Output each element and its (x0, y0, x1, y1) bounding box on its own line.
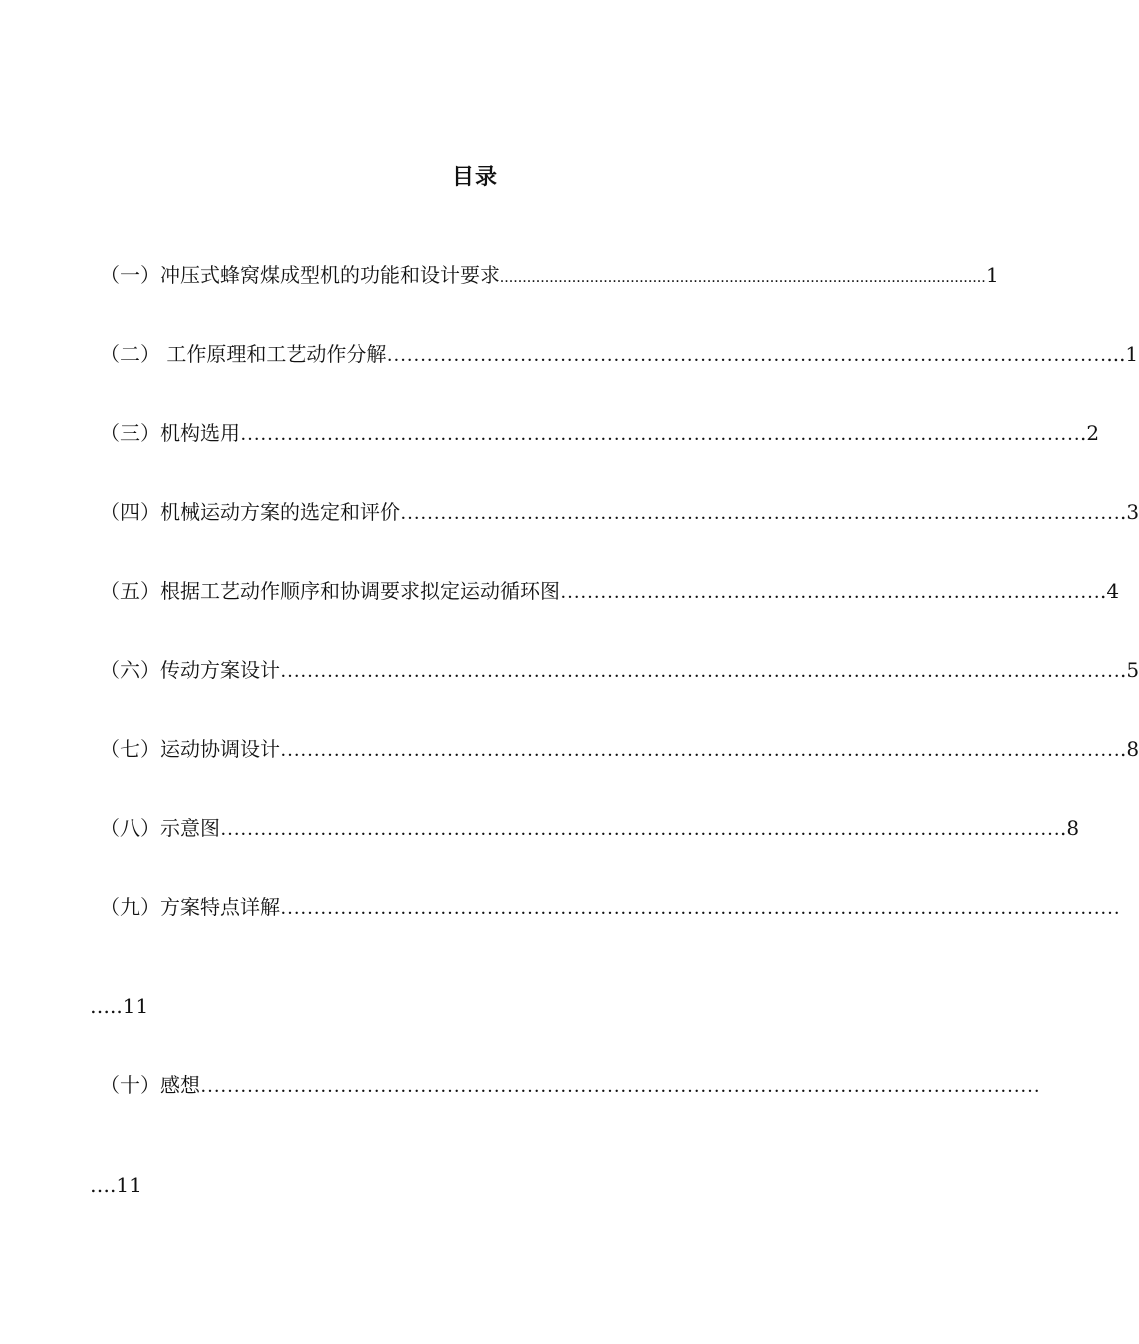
toc-dot-leader: ……………………………………………………………………………………………………………… (280, 660, 1120, 682)
toc-page-number: .5 (1120, 658, 1139, 682)
toc-page-number: ...1 (1106, 342, 1139, 366)
toc-dot-leader: ……………………………………………………………………………………………………………… (220, 818, 1060, 840)
toc-entry-label: （三）机构选用 (100, 421, 240, 445)
toc-entry-3[interactable] (100, 418, 1100, 449)
toc-page-number: .8 (1120, 737, 1139, 761)
toc-entry-5[interactable] (100, 576, 1120, 607)
toc-entry-label: （七）运动协调设计 (100, 737, 280, 761)
toc-entry-label: （九）方案特点详解 (100, 895, 280, 919)
toc-entry-label: （六）传动方案设计 (100, 658, 280, 682)
toc-entry-label: （八）示意图 (100, 816, 220, 840)
toc-title: 目录 (451, 165, 498, 190)
toc-dot-leader: ............................................................................................................ (500, 269, 986, 286)
toc-entry-label: （二） 工作原理和工艺动作分解 (100, 342, 387, 366)
toc-entry-10-continuation[interactable]: ….11 (90, 1173, 142, 1197)
toc-entry-9-continuation[interactable]: …..11 (90, 994, 149, 1018)
toc-entry-7[interactable] (100, 734, 1139, 765)
toc-entry-1[interactable] (100, 260, 999, 293)
toc-entry-label: （一）冲压式蜂窝煤成型机的功能和设计要求 (100, 263, 500, 287)
toc-dot-leader: ……………………………………………………………………………………………………………… (200, 1075, 1040, 1097)
toc-entry-label: （四）机械运动方案的选定和评价 (100, 500, 400, 524)
toc-page-number: .3 (1120, 500, 1139, 524)
toc-dot-leader: ……………………………………………………………………………………………………………… (280, 897, 1120, 919)
toc-entry-9[interactable] (100, 892, 1120, 923)
toc-dot-leader: ……………………………………………………………………… (560, 581, 1100, 603)
toc-entry-4[interactable] (100, 497, 1139, 528)
toc-page-number: 1 (986, 263, 999, 287)
toc-dot-leader: ……………………………………………………………………………………………………………… (280, 739, 1120, 761)
toc-entry-label: （五）根据工艺动作顺序和协调要求拟定运动循环图 (100, 579, 560, 603)
toc-dot-leader: ……………………………………………………………………………………………… (400, 502, 1120, 524)
toc-entry-label: （十）感想 (100, 1073, 200, 1097)
toc-entry-2[interactable] (100, 339, 1139, 370)
toc-dot-leader: ……………………………………………………………………………………………………………… (240, 423, 1080, 445)
toc-dot-leader: ……………………………………………………………………………………………… (386, 344, 1107, 366)
toc-page-number: .4 (1100, 579, 1120, 603)
toc-entry-6[interactable] (100, 655, 1139, 686)
toc-entry-8[interactable] (100, 813, 1080, 844)
toc-page-number: .2 (1080, 421, 1100, 445)
toc-entry-10[interactable] (100, 1070, 1040, 1101)
toc-page-number: .8 (1060, 816, 1080, 840)
